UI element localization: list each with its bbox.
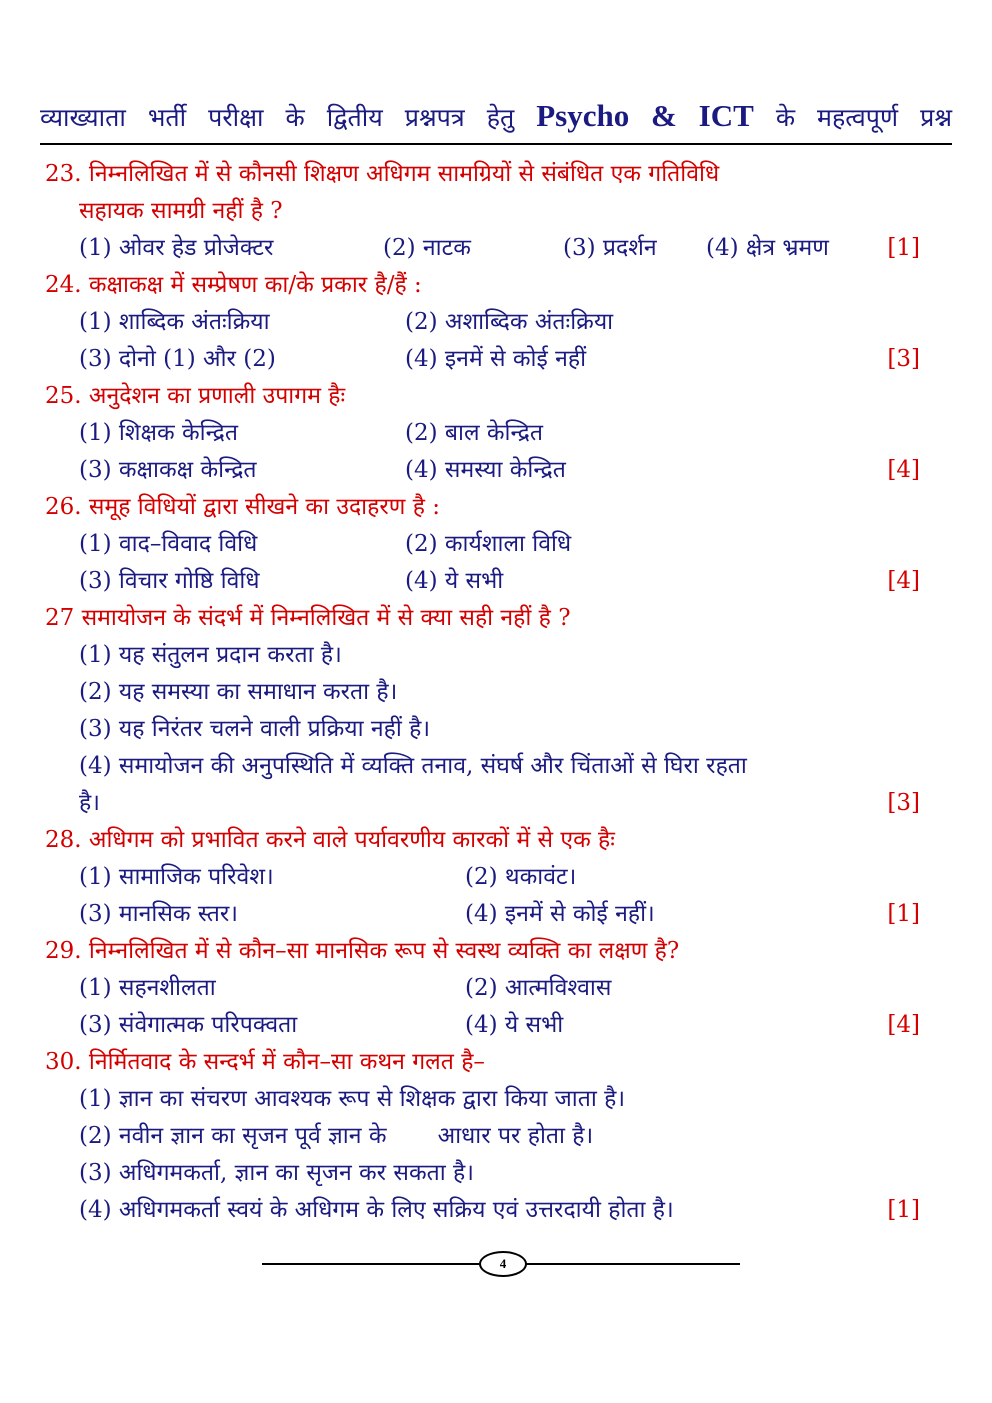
question-number: 28. — [45, 827, 82, 853]
option: (1) शिक्षक केन्द्रित — [79, 420, 239, 446]
options-row — [45, 1007, 950, 1044]
question-29 — [45, 933, 950, 970]
options-row — [45, 230, 950, 267]
question-text: निम्नलिखित में से कौनसी शिक्षण अधिगम सामग्रियों से संबंधित एक गतिविधि — [88, 161, 720, 187]
question-list — [45, 156, 950, 1229]
question-text-cont: सहायक सामग्री नहीं है ? — [79, 198, 283, 224]
option: (4) इनमें से कोई नहीं — [405, 346, 587, 372]
question-text: निम्नलिखित में से कौन–सा मानसिक रूप से स्वस्थ व्यक्ति का लक्षण है? — [88, 938, 680, 964]
option: (2) आत्मविश्वास — [465, 975, 612, 1001]
options-row — [45, 304, 950, 341]
options-row — [45, 563, 950, 600]
question-26 — [45, 489, 950, 526]
options-row — [45, 415, 950, 452]
question-25 — [45, 378, 950, 415]
question-30 — [45, 1044, 950, 1081]
option: (1) ओवर हेड प्रोजेक्टर — [79, 235, 274, 261]
option: (3) कक्षाकक्ष केन्द्रित — [79, 457, 257, 483]
page-header — [40, 96, 952, 138]
option-cont: है। — [79, 790, 100, 816]
options-row — [45, 341, 950, 378]
question-text: समूह विधियों द्वारा सीखने का उदाहरण है : — [88, 494, 440, 520]
option: (4) ये सभी — [405, 568, 504, 594]
option: (4) अधिगमकर्ता स्वयं के अधिगम के लिए सक्रिय एवं उत्तरदायी होता है। — [79, 1197, 674, 1223]
option: (1) शाब्दिक अंतःक्रिया — [79, 309, 270, 335]
option: (4) समस्या केन्द्रित — [405, 457, 566, 483]
option: (2) थकावंट। — [465, 864, 577, 890]
question-number: 24. — [45, 272, 82, 298]
answer-key: [4] — [887, 457, 920, 483]
options-row — [45, 1192, 950, 1229]
options-row — [45, 859, 950, 896]
option: (3) प्रदर्शन — [563, 235, 657, 261]
options-row — [45, 452, 950, 489]
question-number: 25. — [45, 383, 82, 409]
option: (1) सहनशीलता — [79, 975, 216, 1001]
question-number: 27 — [45, 605, 75, 631]
option: (2) नाटक — [383, 235, 471, 261]
answer-key: [1] — [887, 901, 920, 927]
option: (4) ये सभी — [465, 1012, 564, 1038]
answer-key: [4] — [887, 1012, 920, 1038]
options-row — [45, 526, 950, 563]
question-number: 29. — [45, 938, 82, 964]
option: (3) विचार गोष्ठि विधि — [79, 568, 260, 594]
option: (1) यह संतुलन प्रदान करता है। — [79, 642, 342, 668]
header-text: व्याख्याता भर्ती परीक्षा के द्वितीय प्रश्नपत्र हेतु — [40, 103, 515, 132]
question-text: अधिगम को प्रभावित करने वाले पर्यावरणीय कारकों में से एक हैः — [88, 827, 615, 853]
option: (4) समायोजन की अनुपस्थिति में व्यक्ति तनाव, संघर्ष और चिंताओं से घिरा रहता — [79, 753, 747, 779]
option: (1) सामाजिक परिवेश। — [79, 864, 274, 890]
option: (1) वाद–विवाद विधि — [79, 531, 258, 557]
answer-key: [4] — [887, 568, 920, 594]
answer-key: [3] — [887, 346, 920, 372]
question-27 — [45, 600, 950, 637]
options-row — [45, 785, 950, 822]
footer-line-left — [262, 1263, 479, 1265]
option: (2) नवीन ज्ञान का सृजन पूर्व ज्ञान के आधार पर होता है। — [79, 1123, 594, 1149]
option: (4) इनमें से कोई नहीं। — [465, 901, 655, 927]
answer-key: [3] — [887, 790, 920, 816]
options-row — [45, 970, 950, 1007]
question-24 — [45, 267, 950, 304]
header-latin: Psycho & ICT — [536, 98, 754, 133]
header-divider — [40, 143, 952, 145]
header-text-end: के महत्वपूर्ण प्रश्न — [775, 103, 952, 132]
question-number: 30. — [45, 1049, 82, 1075]
option: (2) यह समस्या का समाधान करता है। — [79, 679, 398, 705]
option: (3) अधिगमकर्ता, ज्ञान का सृजन कर सकता है। — [79, 1160, 474, 1186]
page-number: 4 — [479, 1251, 527, 1277]
question-number: 26. — [45, 494, 82, 520]
question-text: अनुदेशन का प्रणाली उपागम हैः — [88, 383, 346, 409]
question-28 — [45, 822, 950, 859]
question-number: 23. — [45, 161, 82, 187]
option: (3) संवेगात्मक परिपक्वता — [79, 1012, 298, 1038]
answer-key: [1] — [887, 235, 920, 261]
question-text: कक्षाकक्ष में सम्प्रेषण का/के प्रकार है/हैं : — [88, 272, 422, 298]
option: (4) क्षेत्र भ्रमण — [706, 235, 829, 261]
answer-key: [1] — [887, 1197, 920, 1223]
question-23 — [45, 156, 950, 230]
question-text: समायोजन के संदर्भ में निम्नलिखित में से क्या सही नहीं है ? — [81, 605, 571, 631]
option: (3) दोनो (1) और (2) — [79, 346, 276, 372]
option: (3) यह निरंतर चलने वाली प्रक्रिया नहीं है। — [79, 716, 431, 742]
question-text: निर्मितवाद के सन्दर्भ में कौन–सा कथन गलत है– — [88, 1049, 485, 1075]
option: (2) अशाब्दिक अंतःक्रिया — [405, 309, 614, 335]
option: (3) मानसिक स्तर। — [79, 901, 239, 927]
footer-line-right — [525, 1263, 740, 1265]
option: (2) कार्यशाला विधि — [405, 531, 572, 557]
options-row — [45, 896, 950, 933]
option: (1) ज्ञान का संचरण आवश्यक रूप से शिक्षक द्वारा किया जाता है। — [79, 1086, 626, 1112]
option: (2) बाल केन्द्रित — [405, 420, 543, 446]
